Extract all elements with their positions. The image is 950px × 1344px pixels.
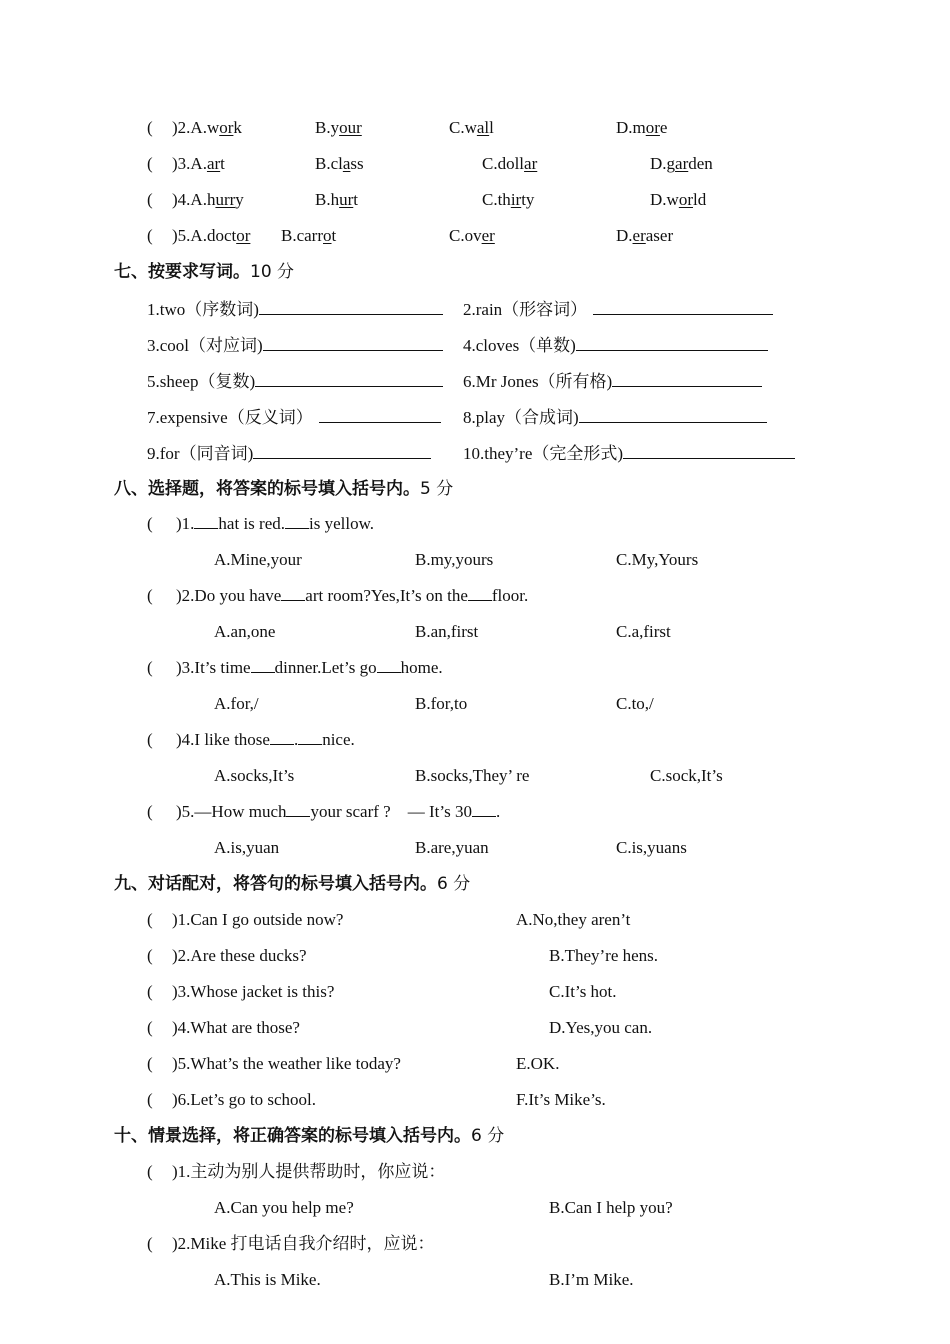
match-question: )4.What are those?	[172, 1018, 300, 1037]
option-b: B.class	[315, 154, 364, 173]
answer-paren[interactable]: (	[147, 982, 153, 1001]
options-row	[0, 836, 950, 860]
match-row	[0, 980, 950, 1004]
match-row	[0, 908, 950, 932]
question-row	[0, 1232, 950, 1256]
word-item: 9.for（同音词)	[147, 440, 431, 466]
question-text: )3.It’s time dinner.Let’s go home.	[176, 658, 443, 677]
word-row	[0, 296, 950, 320]
options-row	[0, 764, 950, 788]
match-row	[0, 1088, 950, 1112]
fill-blank[interactable]	[270, 730, 294, 745]
question-text: )5.—How much your scarf ? — It’s 30 .	[176, 802, 501, 821]
word-item: 3.cool（对应词)	[147, 332, 443, 358]
fill-blank[interactable]	[285, 514, 309, 529]
word-item: 4.cloves（单数)	[463, 332, 768, 358]
match-answer: B.They’re hens.	[549, 946, 659, 965]
section-7-heading	[0, 260, 950, 284]
answer-blank[interactable]	[319, 404, 441, 423]
answer-paren[interactable]: (	[147, 1054, 153, 1073]
answer-paren[interactable]: (	[147, 1018, 153, 1037]
section-score: 5 分	[420, 479, 454, 499]
option-b: B.for,to	[415, 694, 468, 713]
word-item: 5.sheep（复数)	[147, 368, 443, 394]
answer-paren[interactable]: (	[147, 190, 153, 209]
option-a: )5.A.doctor	[172, 226, 251, 245]
option-a: )4.A.hurry	[172, 190, 244, 209]
match-question: )3.Whose jacket is this?	[172, 982, 335, 1001]
option-c: C.sock,It’s	[650, 766, 723, 785]
fill-blank[interactable]	[468, 586, 492, 601]
match-answer: A.No,they aren’t	[516, 910, 631, 929]
options-row	[0, 1196, 950, 1220]
option-b: B.socks,They’ re	[415, 766, 530, 785]
question-row	[0, 512, 950, 536]
option-a: A.for,/	[214, 694, 259, 713]
question-row	[0, 584, 950, 608]
answer-blank[interactable]	[253, 440, 431, 459]
answer-paren[interactable]: (	[147, 1234, 153, 1253]
option-a: A.This is Mike.	[214, 1270, 321, 1289]
question-text: )4.I like those . nice.	[176, 730, 355, 749]
option-c: C.My,Yours	[616, 550, 699, 569]
section-8-heading	[0, 477, 950, 501]
match-question: )2.Are these ducks?	[172, 946, 307, 965]
answer-blank[interactable]	[259, 296, 443, 315]
word-item: 6.Mr Jones（所有格)	[463, 368, 762, 394]
match-answer: F.It’s Mike’s.	[516, 1090, 606, 1109]
phonics-row	[0, 116, 950, 140]
match-answer: C.It’s hot.	[549, 982, 617, 1001]
answer-blank[interactable]	[623, 440, 795, 459]
fill-blank[interactable]	[377, 658, 401, 673]
option-a: A.is,yuan	[214, 838, 280, 857]
word-row	[0, 440, 950, 464]
answer-paren[interactable]: (	[147, 154, 153, 173]
word-item: 2.rain（形容词）	[463, 296, 773, 322]
fill-blank[interactable]	[194, 514, 218, 529]
match-question: )1.Can I go outside now?	[172, 910, 344, 929]
match-answer: D.Yes,you can.	[549, 1018, 653, 1037]
option-a: A.socks,It’s	[214, 766, 295, 785]
question-row	[0, 728, 950, 752]
phonics-row	[0, 224, 950, 248]
section-10-heading	[0, 1124, 950, 1148]
match-row	[0, 1016, 950, 1040]
options-row	[0, 620, 950, 644]
match-row	[0, 1052, 950, 1076]
question-text: )1.主动为别人提供帮助时，你应说：	[172, 1162, 446, 1181]
answer-paren[interactable]: (	[147, 1162, 153, 1181]
answer-blank[interactable]	[255, 368, 443, 387]
option-b: B.I’m Mike.	[549, 1270, 634, 1289]
section-title: 八、选择题，将答案的标号填入括号内。	[114, 479, 420, 499]
option-a: )3.A.art	[172, 154, 225, 173]
options-row	[0, 692, 950, 716]
match-answer: E.OK.	[516, 1054, 560, 1073]
word-row	[0, 404, 950, 428]
match-question: )5.What’s the weather like today?	[172, 1054, 401, 1073]
option-c: C.a,first	[616, 622, 671, 641]
answer-blank[interactable]	[263, 332, 443, 351]
option-b: B.your	[315, 118, 362, 137]
section-title: 七、按要求写词。	[114, 262, 250, 282]
section-score: 10 分	[250, 262, 295, 282]
question-row	[0, 656, 950, 680]
options-row	[0, 548, 950, 572]
word-row	[0, 332, 950, 356]
match-row	[0, 944, 950, 968]
answer-blank[interactable]	[612, 368, 762, 387]
option-b: B.hurt	[315, 190, 358, 209]
word-item: 7.expensive（反义词）	[147, 404, 441, 430]
option-c: C.over	[449, 226, 495, 245]
options-row	[0, 1268, 950, 1292]
answer-paren[interactable]: (	[147, 586, 153, 605]
option-a: )2.A.work	[172, 118, 242, 137]
option-c: C.wall	[449, 118, 494, 137]
question-text: )2.Do you have art room?Yes,It’s on the floor.	[176, 586, 529, 605]
answer-paren[interactable]: (	[147, 514, 153, 533]
answer-paren[interactable]: (	[147, 802, 153, 821]
question-row	[0, 800, 950, 824]
option-d: D.garden	[650, 154, 713, 173]
option-c: C.dollar	[482, 154, 538, 173]
fill-blank[interactable]	[286, 802, 310, 817]
option-b: B.Can I help you?	[549, 1198, 673, 1217]
phonics-row	[0, 188, 950, 212]
answer-paren[interactable]: (	[147, 946, 153, 965]
fill-blank[interactable]	[251, 658, 275, 673]
fill-blank[interactable]	[298, 730, 322, 745]
question-text: )1. hat is red. is yellow.	[176, 514, 375, 533]
section-9-heading	[0, 872, 950, 896]
option-d: D.more	[616, 118, 668, 137]
answer-blank[interactable]	[593, 296, 773, 315]
answer-paren[interactable]: (	[147, 226, 153, 245]
option-b: B.an,first	[415, 622, 479, 641]
option-a: A.an,one	[214, 622, 276, 641]
section-title: 十、情景选择，将正确答案的标号填入括号内。	[114, 1126, 471, 1146]
question-text: )2.Mike 打电话自我介绍时，应说：	[172, 1234, 435, 1253]
answer-blank[interactable]	[576, 332, 768, 351]
section-score: 6 分	[471, 1126, 505, 1146]
option-c: C.thirty	[482, 190, 535, 209]
word-item: 1.two（序数词)	[147, 296, 443, 322]
option-b: B.are,yuan	[415, 838, 489, 857]
word-item: 10.they’re（完全形式)	[463, 440, 795, 466]
word-row	[0, 368, 950, 392]
answer-paren[interactable]: (	[147, 658, 153, 677]
section-score: 6 分	[437, 874, 471, 894]
phonics-row	[0, 152, 950, 176]
answer-paren[interactable]: (	[147, 730, 153, 749]
answer-paren[interactable]: (	[147, 1090, 153, 1109]
option-c: C.to,/	[616, 694, 654, 713]
section-title: 九、对话配对，将答句的标号填入括号内。	[114, 874, 437, 894]
word-item: 8.play（合成词)	[463, 404, 767, 430]
option-a: A.Can you help me?	[214, 1198, 354, 1217]
fill-blank[interactable]	[281, 586, 305, 601]
option-b: B.carrot	[281, 226, 337, 245]
option-c: C.is,yuans	[616, 838, 687, 857]
match-question: )6.Let’s go to school.	[172, 1090, 317, 1109]
answer-paren[interactable]: (	[147, 118, 153, 137]
question-row	[0, 1160, 950, 1184]
option-a: A.Mine,your	[214, 550, 302, 569]
option-d: D.world	[650, 190, 707, 209]
option-d: D.eraser	[616, 226, 674, 245]
option-b: B.my,yours	[415, 550, 494, 569]
answer-blank[interactable]	[579, 404, 767, 423]
fill-blank[interactable]	[472, 802, 496, 817]
answer-paren[interactable]: (	[147, 910, 153, 929]
